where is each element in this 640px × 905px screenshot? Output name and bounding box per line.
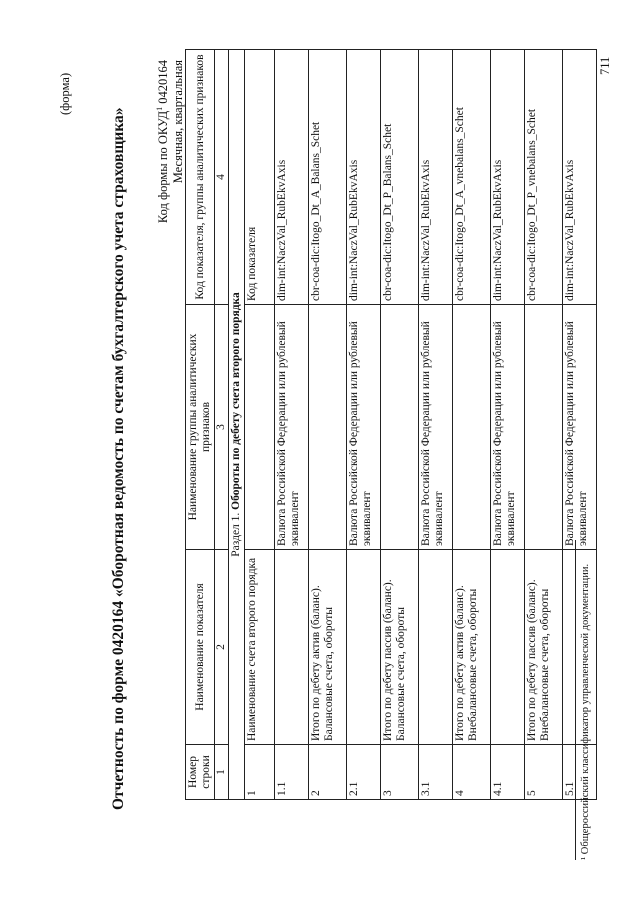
group-name [453, 305, 491, 550]
indicator-name: Итого по дебету пассив (баланс). Балансовые счета, обороты [381, 550, 419, 745]
row-number: 1 [245, 745, 275, 800]
indicator-name [419, 550, 453, 745]
column-numbers-row [215, 50, 229, 800]
column-number: 4 [215, 50, 229, 305]
table-row [245, 50, 275, 800]
column-number: 3 [215, 305, 229, 550]
footnote: ¹ Общероссийский классификатор управленческой документации. [580, 563, 591, 860]
column-number: 1 [215, 745, 229, 800]
group-name: Валюта Российской Федерации или рублевый эквивалент [419, 305, 453, 550]
section-title: Обороты по дебету счета второго порядка [230, 292, 242, 510]
row-number: 5.1 [563, 745, 597, 800]
indicator-name [275, 550, 309, 745]
indicator-name: Итого по дебету актив (баланс). Балансовые счета, обороты [309, 550, 347, 745]
indicator-name [347, 550, 381, 745]
indicator-name: Итого по дебету пассив (баланс). Внебалансовые счета, обороты [525, 550, 563, 745]
header-row [186, 50, 215, 800]
page-number: 711 [598, 56, 612, 75]
row-number: 2 [309, 745, 347, 800]
indicator-code: dim-int:NaczVal_RubEkvAxis [347, 50, 381, 305]
row-number: 3.1 [419, 745, 453, 800]
group-name [245, 305, 275, 550]
document-title: Отчетность по форме 0420164 «Оборотная ведомость по счетам бухгалтерского учета страховщика» [110, 107, 127, 810]
column-number: 2 [215, 550, 229, 745]
table-row [525, 50, 563, 800]
indicator-code: dim-int:NaczVal_RubEkvAxis [491, 50, 525, 305]
group-name: Валюта Российской Федерации или рублевый эквивалент [275, 305, 309, 550]
indicator-code: cbr-coa-dic:Itogo_Dt_P_vnebalans_Schet [525, 50, 563, 305]
form-label: (форма) [58, 72, 72, 115]
table-row [381, 50, 419, 800]
table-row [491, 50, 525, 800]
okud-line [152, 60, 171, 223]
group-name [525, 305, 563, 550]
indicator-code: dim-int:NaczVal_RubEkvAxis [419, 50, 453, 305]
table-row [275, 50, 309, 800]
report-table [185, 49, 597, 800]
indicator-name: Итого по дебету актив (баланс). Внебалансовые счета, обороты [453, 550, 491, 745]
table-row [419, 50, 453, 800]
section-row [229, 50, 245, 800]
indicator-name: Наименование счета второго порядка [245, 550, 275, 745]
row-number: 4.1 [491, 745, 525, 800]
footnote-marker: 1 [155, 106, 164, 111]
header-indicator-name: Наименование показателя [186, 550, 215, 745]
indicator-code: Код показателя [245, 50, 275, 305]
table-row [347, 50, 381, 800]
row-number: 4 [453, 745, 491, 800]
header-row-number: Номер строки [186, 745, 215, 800]
section-prefix: Раздел 1. [230, 512, 242, 557]
okud-code: 0420164 [156, 60, 171, 104]
footnote-divider [575, 540, 576, 860]
group-name: Валюта Российской Федерации или рублевый эквивалент [563, 305, 597, 550]
section-heading [229, 50, 245, 800]
header-group-name: Наименование группы аналитических признаков [186, 305, 215, 550]
periodicity: Месячная, квартальная [171, 60, 186, 184]
group-name: Валюта Российской Федерации или рублевый эквивалент [491, 305, 525, 550]
indicator-code: dim-int:NaczVal_RubEkvAxis [563, 50, 597, 305]
indicator-name [491, 550, 525, 745]
indicator-code: dim-int:NaczVal_RubEkvAxis [275, 50, 309, 305]
indicator-code: cbr-coa-dic:Itogo_Dt_P_Balans_Schet [381, 50, 419, 305]
indicator-code: cbr-coa-dic:Itogo_Dt_A_vnebalans_Schet [453, 50, 491, 305]
header-code: Код показателя, группы аналитических признаков [186, 50, 215, 305]
group-name: Валюта Российской Федерации или рублевый эквивалент [347, 305, 381, 550]
group-name [381, 305, 419, 550]
row-number: 5 [525, 745, 563, 800]
row-number: 3 [381, 745, 419, 800]
group-name [309, 305, 347, 550]
okud-block [152, 60, 186, 223]
row-number: 1.1 [275, 745, 309, 800]
row-number: 2.1 [347, 745, 381, 800]
indicator-code: cbr-coa-dic:Itogo_Dt_A_Balans_Schet [309, 50, 347, 305]
okud-prefix: Код формы по ОКУД [156, 110, 171, 224]
table-row [453, 50, 491, 800]
table-row [309, 50, 347, 800]
